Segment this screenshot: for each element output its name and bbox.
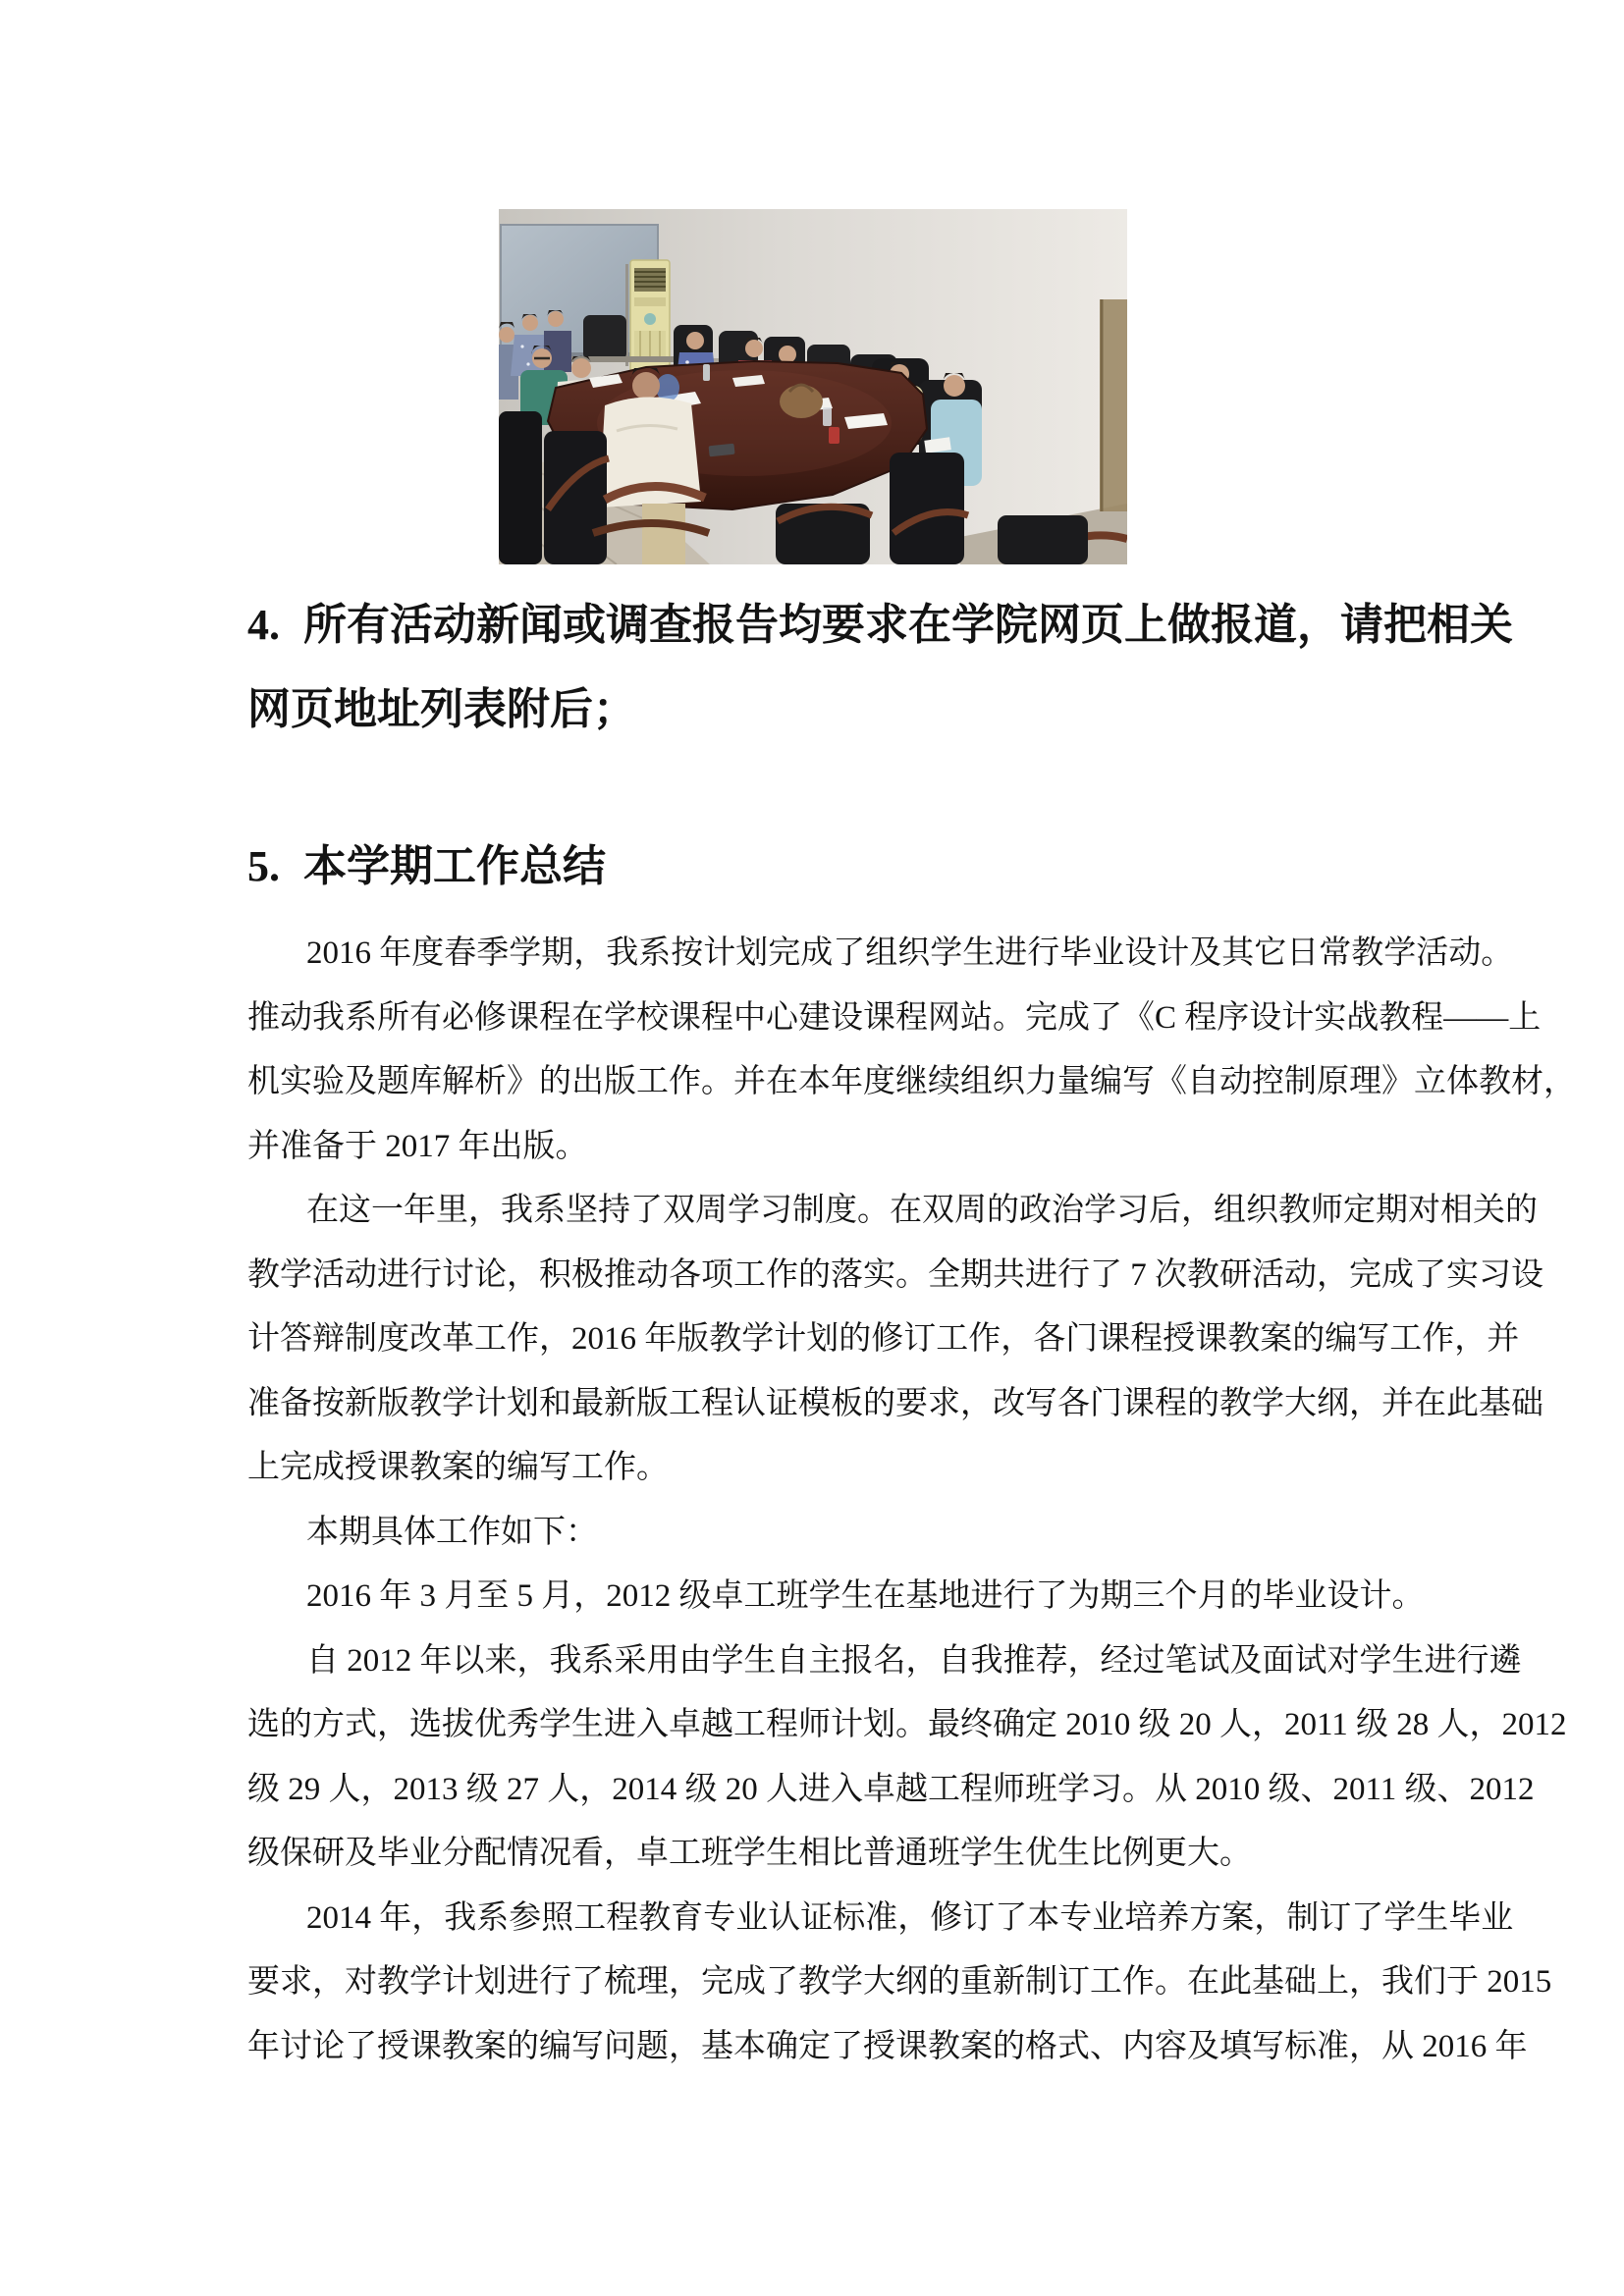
paragraph-line: 2016 年度春季学期，我系按计划完成了组织学生进行毕业设计及其它日常教学活动。 [306,935,1514,971]
paragraph-line: 级 29 人，2013 级 27 人，2014 级 20 人进入卓越工程师班学习。从 2010 级、2011 级、2012 [247,1771,1535,1807]
paragraph-line: 选的方式，选拔优秀学生进入卓越工程师计划。最终确定 2010 级 20 人，2011 级 28 人，2012 [247,1707,1567,1742]
section-5-title: 本学期工作总结 [303,842,606,890]
section-4-line-1 [247,583,1513,667]
meeting-room-photo [499,209,1127,564]
paragraph-line: 在这一年里，我系坚持了双周学习制度。在双周的政治学习后，组织教师定期对相关的 [306,1193,1538,1228]
paragraph-line: 级保研及毕业分配情况看，卓工班学生相比普通班学生优生比例更大。 [247,1836,1252,1871]
meeting-room-photo-graphic [499,209,1127,564]
paragraph-line: 年讨论了授课教案的编写问题，基本确定了授课教案的格式、内容及填写标准，从 2016 年 [247,2028,1528,2064]
paragraph-line: 推动我系所有必修课程在学校课程中心建设课程网站。完成了《C 程序设计实战教程——上 [247,999,1542,1036]
paragraph-line: 机实验及题库解析》的出版工作。并在本年度继续组织力量编写《自动控制原理》立体教材， [247,1064,1576,1099]
section-4-number: 4. [247,601,280,649]
section-5-heading [247,834,606,899]
section-4-line-2: 网页地址列表附后； [247,685,636,733]
paragraph-line: 2014 年，我系参照工程教育专业认证标准，修订了本专业培养方案，制订了学生毕业 [306,1899,1514,1936]
section-4-text: 所有活动新闻或调查报告均要求在学院网页上做报道，请把相关 [303,601,1513,649]
work-summary-text [247,922,1576,2079]
paragraph-line: 自 2012 年以来，我系采用由学生自主报名，自我推荐，经过笔试及面试对学生进行遴 [306,1642,1522,1679]
paragraph-line: 准备按新版教学计划和最新版工程认证模板的要求，改写各门课程的教学大纲，并在此基础 [247,1385,1543,1421]
paragraph-line: 本期具体工作如下： [306,1514,598,1550]
paragraph-line: 计答辩制度改革工作，2016 年版教学计划的修订工作，各门课程授课教案的编写工作，并 [247,1321,1520,1357]
paragraph-line: 要求，对教学计划进行了梳理，完成了教学大纲的重新制订工作。在此基础上，我们于 2015 [247,1964,1552,2000]
section-5-number: 5. [247,842,280,890]
paragraph-line: 并准备于 2017 年出版。 [247,1128,588,1164]
paragraph-line: 上完成授课教案的编写工作。 [247,1450,669,1485]
section-4-heading [247,583,1513,752]
paragraph-line: 教学活动进行讨论，积极推动各项工作的落实。全期共进行了 7 次教研活动，完成了实习设 [247,1256,1543,1293]
paragraph-line: 2016 年 3 月至 5 月，2012 级卓工班学生在基地进行了为期三个月的毕业设计。 [306,1578,1425,1614]
